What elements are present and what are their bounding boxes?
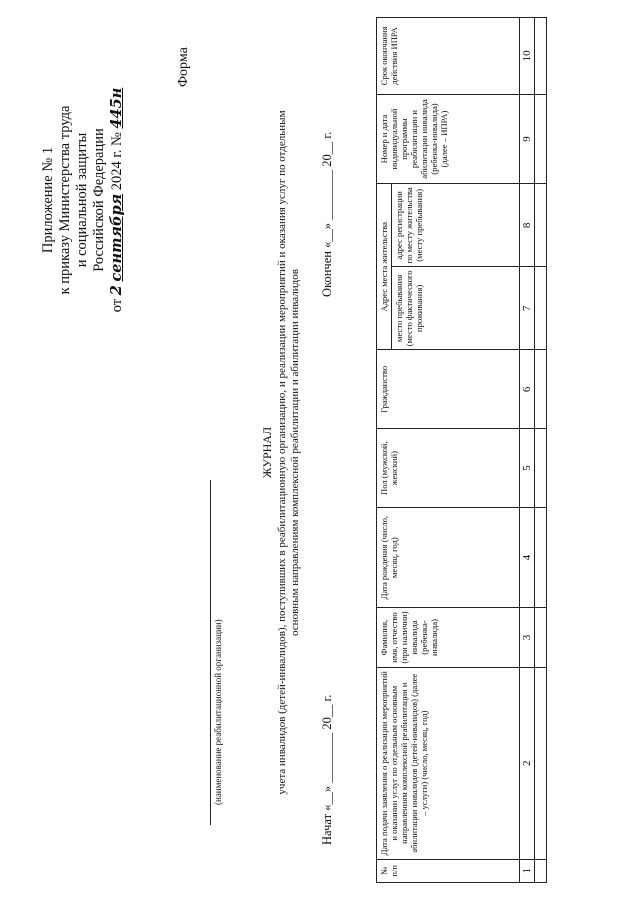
column-number: 6	[520, 350, 535, 429]
header-registration-address: адрес регистрации по месту жительства (месту пребывания)	[392, 184, 520, 267]
date-prefix: от	[109, 298, 125, 313]
column-number: 3	[520, 608, 535, 668]
org-name-line	[210, 480, 211, 825]
appendix-order-line: к приказу Министерства труда	[57, 105, 73, 295]
subtitle-line-1: учета инвалидов (детей-инвалидов), поступивших в реабилитационную организацию, и реализации мероприятий и оказания услуг по отдельным	[276, 110, 288, 795]
ended-date-line: Окончен «__» ________ 20__ г.	[320, 131, 334, 297]
appendix-country-line: Российской Федерации	[91, 128, 107, 272]
column-number: 9	[520, 94, 535, 183]
header-ipra-number-date: Номер и дата индивидуальной программы реабилитации и абилитации инвалида (ребенка-инвалида) (далее – ИПРА)	[377, 94, 520, 183]
header-citizenship: Гражданство	[377, 350, 520, 429]
journal-title: ЖУРНАЛ	[260, 426, 274, 479]
header-number: № п/п	[377, 859, 520, 882]
appendix-ministry-line: и социальной защиты	[74, 132, 90, 268]
appendix-title: Приложение № 1	[40, 146, 56, 254]
subtitle-line-2: основным направлениям комплексной реабилитации и абилитации инвалидов	[289, 269, 301, 636]
header-ipra-expiry: Срок окончания действия ИПРА	[377, 18, 520, 95]
date-year: 2024 г. №	[109, 132, 125, 191]
org-caption: (наименование реабилитационной организации)	[213, 619, 223, 805]
column-number: 5	[520, 429, 535, 508]
header-address: Адрес места жительства	[377, 184, 392, 350]
appendix-header	[40, 40, 126, 360]
header-stay-place: место пребывания (место фактического проживания)	[392, 267, 520, 350]
order-number-handwritten: 445н	[108, 87, 125, 129]
appendix-date-line	[108, 40, 126, 360]
column-number: 10	[520, 18, 535, 95]
header-sex: Пол (мужской, женский)	[377, 429, 520, 508]
started-date-line: Начат «__» ________ 20__ г.	[320, 694, 334, 845]
header-birth-date: Дата рождения (число, месяц, год)	[377, 508, 520, 608]
date-month-handwritten: сентября	[108, 193, 125, 282]
form-label: Форма	[176, 47, 191, 87]
journal-subtitle	[276, 40, 302, 865]
column-number: 8	[520, 184, 535, 267]
table-header-row	[377, 18, 392, 883]
journal-table	[376, 17, 547, 883]
header-full-name: Фамилия, имя, отчество (при наличии) инвалида (ребенка-инвалида)	[377, 608, 520, 668]
column-number: 7	[520, 267, 535, 350]
column-number: 4	[520, 508, 535, 608]
header-application-date: Дата подачи заявления о реализации мероприятий и оказании услуг по отдельным основным направлениям комплексной реабилитации и абилитации инвалидов (детей-инвалидов) (далее – услуги) (число, месяц, год)	[377, 667, 520, 859]
column-number-row	[520, 18, 535, 883]
empty-table-row	[535, 18, 547, 883]
date-day-handwritten: 2	[108, 285, 125, 296]
column-number: 2	[520, 667, 535, 859]
column-number: 1	[520, 859, 535, 882]
